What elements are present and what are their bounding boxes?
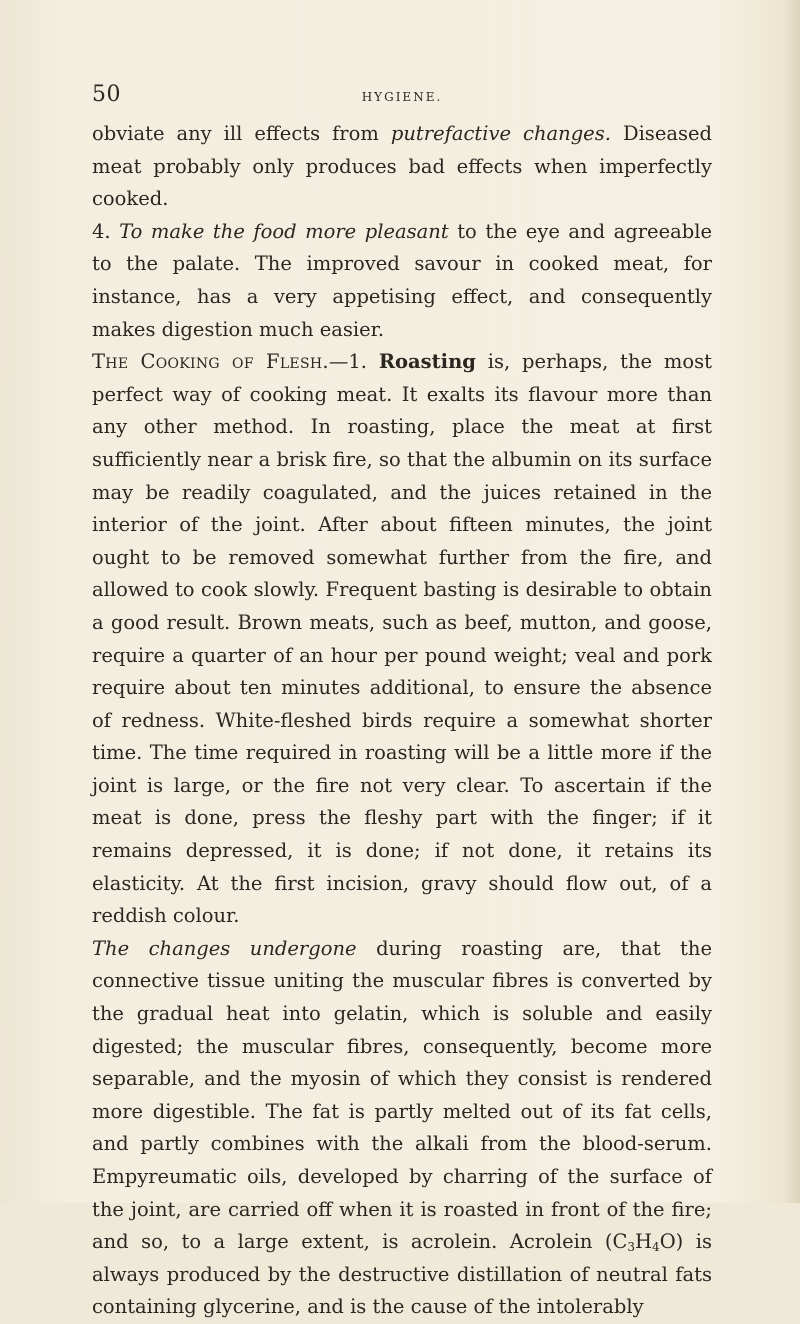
p4-italic: The changes undergone <box>92 936 357 960</box>
p4-rest-b: is always produced by the destructive distillation of neutral fats containing glycerine, and is the cause of the intolerably <box>92 1230 712 1319</box>
p3-number: —1. <box>328 350 367 374</box>
p4-rest-a: during roasting are, that the connective tissue uniting the muscular fibres is converted by the gradual heat into gelatin, which is soluble and easily digested; the muscular fibres, consequently, become more separable, and the myosin of which they consist is rendered more digestible. The fat is partly melted out of its fat cells, and partly combines with the alkali from the blood-serum. Empyreumatic oils, developed by charring of the surface of the joint, are carried off when it is roasted in front of the fire; and so, to a large extent, is acrolein. Acrolein (C <box>92 936 712 1254</box>
page-number: 50 <box>92 82 121 107</box>
p3-bold: Roasting <box>378 350 476 374</box>
p2-italic: To make the food more pleasant <box>119 219 449 243</box>
p3-rest: is, perhaps, the most perfect way of cooking meat. It exalts its flavour more than any other method. In roasting, place the meat at first sufficiently near a brisk fire, so that the albumin on its surface may be readily coagulated, and the juices retained in the interior of the joint. After about fifteen minutes, the joint ought to be removed somewhat further from the fire, and allowed to cook slowly. Frequent basting is desirable to obtain a good result. Brown meats, such as beef, mutton, and goose, require a quarter of an hour per pound weight; veal and pork require about ten minutes additional, to ensure the absence of redness. White-fleshed birds require a somewhat shorter time. The time required in roasting will be a little more if the joint is large, or the fire not very clear. To ascertain if the meat is done, press the fleshy part with the finger; if it remains depressed, it is done; if not done, it retains its elasticity. At the first incision, gravy should flow out, of a reddish colour. <box>92 350 712 928</box>
formula-sub-h: 4 <box>652 1240 660 1255</box>
section-heading: The Cooking of Flesh. <box>92 350 329 374</box>
p2-number: 4. <box>92 219 111 243</box>
p1-text: obviate any ill effects from <box>92 122 379 145</box>
paragraph-2 <box>92 216 712 346</box>
page-edge-shadow <box>782 0 800 1203</box>
formula-o: O) <box>659 1230 684 1254</box>
paragraph-3 <box>92 346 712 933</box>
p1-rest: Diseased meat probably only produces bad effects when imperfectly cooked. <box>92 122 713 211</box>
formula-sub-c: 3 <box>627 1240 636 1255</box>
paragraph-1 <box>92 118 712 216</box>
body-text <box>92 118 712 1324</box>
formula-h: H <box>635 1230 653 1254</box>
running-head: HYGIENE. <box>361 90 443 104</box>
p1-italic: putrefactive changes. <box>390 122 611 145</box>
page-header <box>92 82 712 112</box>
paragraph-4 <box>92 933 712 1324</box>
p2-rest: to the eye and agreeable to the palate. The improved savour in cooked meat, for instance, has a very appetising effect, and consequently makes digestion much easier. <box>92 219 713 341</box>
